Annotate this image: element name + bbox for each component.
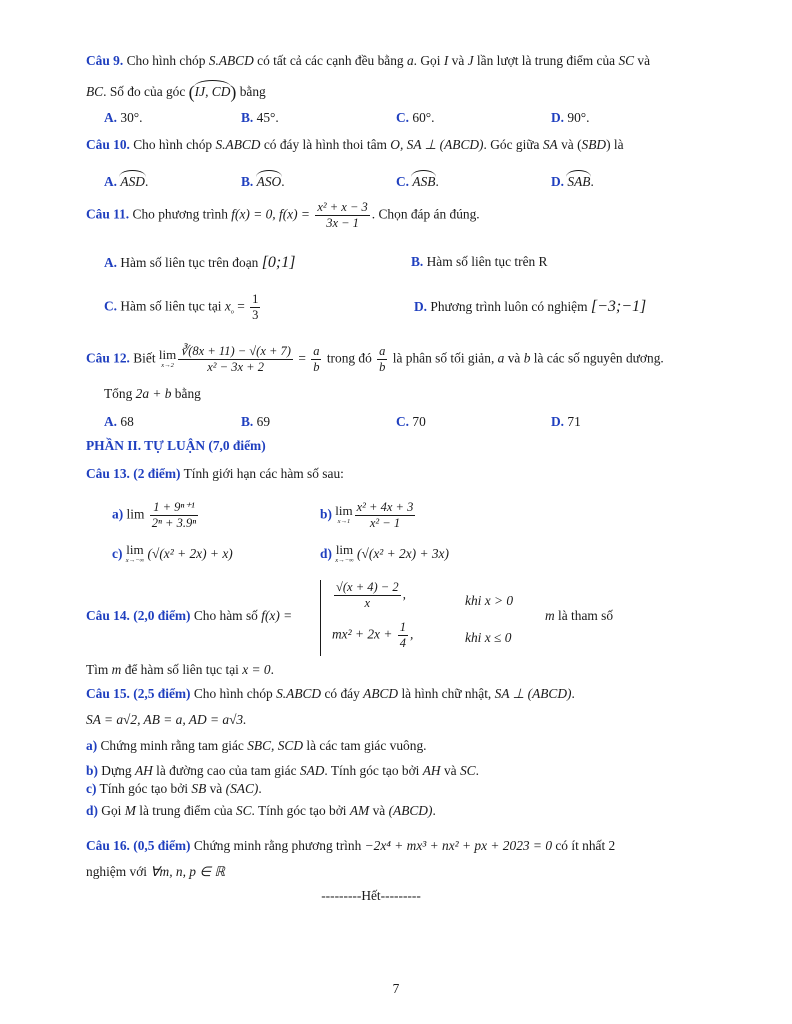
q11-line1	[86, 200, 712, 231]
q9-a: a	[406, 53, 414, 68]
page-number: 7	[392, 981, 400, 996]
q10-text5: ) là	[606, 137, 624, 152]
q9-text4: lần lượt là trung điểm của	[473, 53, 619, 68]
q12-text1: Biết	[129, 350, 159, 366]
q12-label: Câu 12.	[86, 350, 130, 366]
q14-case1: $\frac{√(x + 4) - 2}{x}$ ,	[336, 580, 406, 610]
q9-va: và	[634, 53, 651, 68]
q9-label: Câu 9.	[86, 53, 124, 68]
q10-text1: Cho hình chóp	[129, 137, 216, 152]
q14-case1-cond: khi x > 0	[465, 593, 514, 608]
q11-label: Câu 11.	[86, 206, 130, 222]
q16-label: Câu 16. (0,5 điểm)	[86, 838, 191, 853]
q15-part-d: d) Gọi M là trung điểm của SC. Tính góc tạo bởi AM và (ABCD).	[86, 803, 436, 818]
q9-option-b: B. 45°.	[241, 110, 279, 125]
q9-line1	[86, 53, 712, 69]
q12-option-c: C. 70	[396, 414, 426, 429]
q15-part-a: a) Chứng minh rằng tam giác SBC, SCD là các tam giác vuông.	[86, 738, 427, 753]
q11-eq: f(x) = 0, f(x) =	[231, 206, 314, 222]
q11-text1: Cho phương trình	[129, 206, 232, 222]
q13-label: Câu 13. (2 điểm)	[86, 466, 181, 481]
q14-case2-cond: khi x ≤ 0	[465, 630, 512, 645]
q9-angle: IJ, CD	[195, 80, 231, 100]
q10-text4: và (	[557, 137, 582, 152]
q14-line1: Câu 14. (2,0 điểm) Cho hàm số f(x) =	[86, 608, 293, 623]
q14-line2: Tìm m để hàm số liên tục tại x = 0.	[86, 662, 274, 677]
q11-option-b: B. Hàm số liên tục trên R	[411, 254, 548, 269]
q14-param: m là tham số	[545, 608, 614, 623]
q9-option-c: C. 60°.	[396, 110, 435, 125]
q10-cond: O, SA ⊥ (ABCD)	[390, 137, 484, 152]
q11-option-d: D. Phương trình luôn có nghiệm [−3;−1]	[414, 298, 647, 315]
q11-text2: . Chọn đáp án đúng.	[371, 206, 480, 222]
q9-text2: có tất cả các cạnh đều bằng	[253, 53, 407, 68]
q10-label: Câu 10.	[86, 137, 130, 152]
q11-fraction: $\frac{\text{x² + x − 3}}{3x - 1}$	[317, 200, 368, 230]
q9-line2b: . Số đo của góc	[103, 84, 189, 99]
q9-J: J	[467, 53, 474, 68]
q12-option-b: B. 69	[241, 414, 271, 429]
q9-text3: . Gọi	[413, 53, 444, 68]
q9-line2: BC. Số đo của góc (IJ, CD) bằng	[86, 82, 266, 102]
q10-option-d: D. SAB.	[551, 170, 594, 190]
q13-part-c: c) lim x→−∞ (√(x² + 2x) + x)	[112, 542, 233, 564]
q12-line2: Tổng 2a + b bằng	[104, 386, 201, 401]
q15-line2: SA = a√2, AB = a, AD = a√3.	[86, 712, 247, 727]
q10-option-a: A. ASD.	[104, 170, 148, 190]
q12-option-d: D. 71	[551, 414, 581, 429]
q13-part-b: b) lim x→1 $\frac{\text{x² + 4x + 3}}{\text{x² − 1}}$	[320, 500, 414, 530]
q13-line1: Câu 13. (2 điểm) Tính giới hạn các hàm số sau:	[86, 466, 344, 481]
q14-label: Câu 14. (2,0 điểm)	[86, 608, 191, 623]
q10-option-c: C. ASB.	[396, 170, 439, 190]
q11-option-c: C. Hàm số liên tục tại $x_o$ = $\frac{1}{3}$	[104, 292, 259, 322]
q9-BC: BC	[86, 84, 104, 99]
q15-part-c: c) Tính góc tạo bởi SB và (SAC).	[86, 781, 262, 796]
q11-option-a: A. Hàm số liên tục trên đoạn [0;1]	[104, 254, 296, 271]
q12-limit: lim x→2	[158, 346, 177, 369]
q9-option-a: A. 30°.	[104, 110, 143, 125]
q12-ab: $\frac{a}{b}$	[313, 344, 320, 374]
q15-part-b: b) Dựng AH là đường cao của tam giác SAD. Tính góc tạo bởi AH và SC.	[86, 763, 479, 778]
q9-and: và	[448, 53, 468, 68]
q15-label: Câu 15. (2,5 điểm)	[86, 686, 191, 701]
q10-obj: S.ABCD	[215, 137, 261, 152]
q13-part-a: a) lim $\frac{\text{1 + 9ⁿ⁺¹}}{\text{2ⁿ + 3.9ⁿ}}$	[112, 500, 197, 530]
q9-obj: S.ABCD	[208, 53, 254, 68]
part2-heading: PHẦN II. TỰ LUẬN (7,0 điểm)	[86, 438, 266, 453]
q15-line1: Câu 15. (2,5 điểm) Cho hình chóp S.ABCD có đáy ABCD là hình chữ nhật, SA ⊥ (ABCD).	[86, 686, 575, 701]
q12-line1: Câu 12. Biết lim x→2 $\frac{∛(8x + 11) - √(x + 7)}{\text{x² − 3x + 2}}$ = $\frac{a}{b}$ trong đó $\frac{a}{b}$ là phân số tối giản, a và b là các số nguyên dương.	[86, 344, 664, 374]
q10-SBD: SBD	[581, 137, 607, 152]
q9-option-d: D. 90°.	[551, 110, 590, 125]
q16-line1: Câu 16. (0,5 điểm) Chứng minh rằng phương trình −2x⁴ + mx³ + nx² + px + 2023 = 0 có ít nhất 2	[86, 838, 616, 853]
q9-text: Cho hình chóp	[123, 53, 209, 68]
q14-case2: mx² + 2x + $\frac{1}{4}$ ,	[332, 620, 414, 650]
q9-SC: SC	[618, 53, 635, 68]
q10-text2: có đáy là hình thoi tâm	[260, 137, 391, 152]
q16-line2: nghiệm với ∀m, n, p ∈ ℝ	[86, 864, 225, 879]
q10-line1	[86, 137, 712, 153]
q14-brace	[320, 580, 329, 656]
q10-SA: SA	[542, 137, 558, 152]
q13-part-d: d) lim x→−∞ (√(x² + 2x) + 3x)	[320, 542, 449, 564]
q9-I: I	[443, 53, 449, 68]
q12-fraction: $\frac{∛(8x + 11) - √(x + 7)}{\text{x² − 3x + 2}}$	[180, 344, 291, 374]
end-marker: ---------Hết---------	[321, 888, 421, 903]
q12-option-a: A. 68	[104, 414, 134, 429]
q10-option-b: B. ASO.	[241, 170, 285, 190]
q9-line2c: bằng	[236, 84, 266, 99]
q12-ab-2: $\frac{a}{b}$	[379, 344, 386, 374]
q10-text3: . Góc giữa	[483, 137, 543, 152]
